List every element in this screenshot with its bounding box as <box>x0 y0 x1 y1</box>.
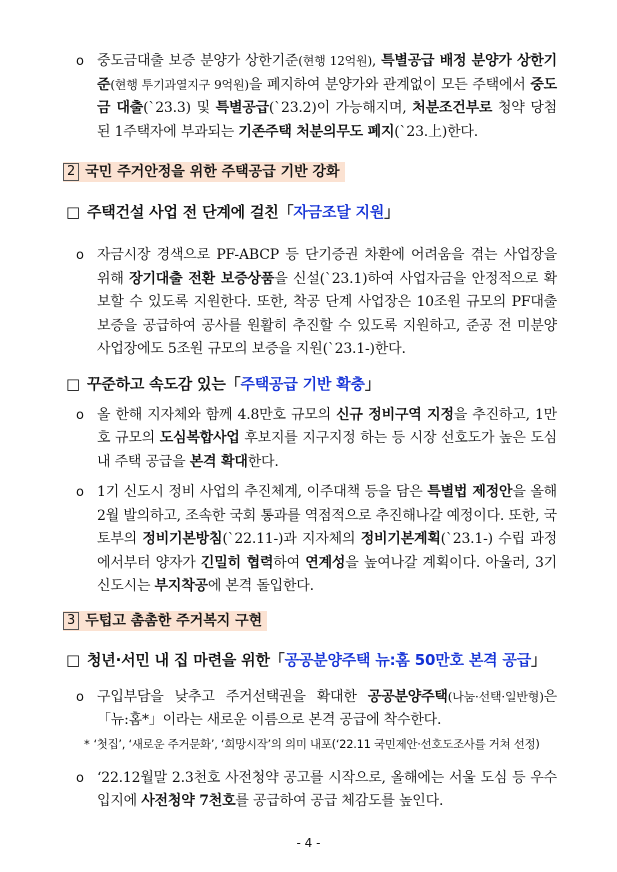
text-segment: 장기대출 전환 보증상품 <box>129 270 275 287</box>
bracket-close: 」 <box>364 374 380 393</box>
text-segment: 특별법 제정안 <box>427 484 513 500</box>
bullet-text <box>97 481 557 599</box>
bullet-text <box>97 686 557 733</box>
text-segment: (`23.1-) 수립 과정에서부터 양자가 <box>97 531 558 571</box>
bracket-open: 「 <box>269 650 285 669</box>
text-segment: 을 높여나갈 계획이다. 아울러, 3기 신도시는 <box>97 554 557 594</box>
section-title: 국민 주거안정을 위한 주택공급 기반 강화 <box>85 164 340 180</box>
text-segment: 한다. <box>247 453 279 470</box>
text-segment: (현행 투기과열지구 9억원) <box>110 77 249 92</box>
text-segment: ‘22.12월말 2.3천호 사전청약 공고를 시작으로, 올해에는 서울 도심 등 우수입지에 <box>97 769 557 809</box>
text-segment: (`23.上)한다. <box>394 123 478 140</box>
subsection-heading-emphasis: 자금조달 지원 <box>293 203 385 221</box>
text-segment: 정비기본방침 <box>142 531 223 547</box>
bullet-marker: o <box>76 54 84 69</box>
bullet-marker: o <box>76 248 84 263</box>
bullet-item <box>63 767 557 814</box>
text-segment: 구입부담을 낮추고 주거선택권을 확대한 <box>97 688 368 705</box>
bracket-close: 」 <box>531 650 546 669</box>
bullet-marker: o <box>76 689 84 705</box>
subsection-heading <box>63 372 557 396</box>
text-segment: 특별공급 배정 분양가 상한기준 <box>97 53 557 93</box>
text-segment: 에 본격 돌입한다. <box>207 578 314 594</box>
bullet-marker: o <box>76 770 84 786</box>
text-segment: (`23.3) 및 <box>143 100 216 116</box>
page-number: - 4 - <box>296 836 321 850</box>
subsection-heading-text: 꾸준하고 속도감 있는 <box>86 374 226 393</box>
text-segment: (나눔·선택·일반형) <box>447 689 544 704</box>
subsection-heading <box>63 200 557 224</box>
bullet-text <box>97 767 557 814</box>
text-segment: (현행 12억원) <box>298 54 372 68</box>
text-segment: 을 올해 2월 발의하고, 조속한 국회 통과를 역점적으로 추진해나갈 예정이다. 또한, 국토부의 <box>97 484 557 547</box>
text-segment: 정비기본계획 <box>360 531 441 547</box>
box-marker: □ <box>66 203 80 221</box>
subsection-heading <box>63 648 557 672</box>
text-segment: 올 한해 지자체와 함께 4.8만호 규모의 <box>97 406 337 423</box>
section-header-2 <box>63 160 557 184</box>
box-marker: □ <box>66 374 80 393</box>
bullet-item <box>63 686 557 733</box>
text-segment: 은 「뉴:홈*」이라는 새로운 이름으로 본격 공급에 착수한다. <box>97 688 557 728</box>
section-highlight <box>63 611 267 631</box>
text-segment: 긴밀히 협력 <box>200 554 274 571</box>
footnote <box>63 733 557 755</box>
text-segment: 공공분양주택 <box>367 688 448 705</box>
subsection-heading-text: 주택건설 사업 전 단계에 걸친 <box>86 203 279 221</box>
bullet-text <box>97 404 557 475</box>
text-segment: 자금시장 경색으로 PF-ABCP 등 단기증권 차환에 어려움을 겪는 사업장을 위해 <box>97 247 557 287</box>
bracket-open: 「 <box>278 203 294 221</box>
bullet-text <box>97 244 557 362</box>
text-segment: 신규 정비구역 지정 <box>336 406 454 423</box>
text-segment: 사전청약 7천호 <box>141 793 236 809</box>
bullet-item <box>63 481 557 599</box>
text-segment: 중도금 대출 <box>97 76 557 116</box>
page-content <box>63 50 557 814</box>
footnote-text: ‘첫집’, ‘새로운 주거문화’, ‘희망시작’의 의미 내포(‘22.11 국민제안·선호도조사를 거쳐 선정) <box>93 736 540 751</box>
text-segment: 부지착공 <box>154 578 208 594</box>
bullet-marker: o <box>76 485 84 500</box>
bullet-item <box>63 404 557 475</box>
section-number: 2 <box>63 163 79 181</box>
bullet-text <box>97 50 557 144</box>
text-segment: 후보지를 지구지정 하는 등 시장 선호도가 높은 도심 내 주택 공급을 <box>97 430 557 470</box>
text-segment: (`23.2)이 가능해지며, <box>268 100 413 116</box>
text-segment: 1기 신도시 정비 사업의 추진체계, 이주대책 등을 담은 <box>97 484 428 500</box>
text-segment: 처분조건부로 <box>412 100 493 116</box>
text-segment: 을 추진하고, 1만호 규모의 <box>97 406 558 446</box>
section-highlight <box>63 162 345 182</box>
text-segment: 을 폐지하여 분양가와 관계없이 모든 주택에서 <box>248 76 531 93</box>
text-segment: 하여 <box>273 554 306 571</box>
bracket-open: 「 <box>225 374 241 393</box>
bullet-item <box>63 244 557 362</box>
text-segment: 청약 당첨된 1주택자에 부과되는 <box>97 100 557 140</box>
section-header-3 <box>63 609 557 633</box>
box-marker: □ <box>66 650 80 669</box>
bracket-close: 」 <box>384 203 399 221</box>
text-segment: 도심복합사업 <box>159 430 240 446</box>
text-segment: 연계성 <box>305 554 346 571</box>
text-segment: 본격 확대 <box>189 453 248 470</box>
text-segment: 기존주택 처분의무도 폐지 <box>238 123 395 140</box>
section-number: 3 <box>63 612 79 630</box>
bullet-item <box>63 50 557 144</box>
subsection-heading-text: 청년·서민 내 집 마련을 위한 <box>86 650 270 669</box>
bullet-marker: o <box>76 407 84 423</box>
text-segment: , <box>371 53 382 69</box>
footnote-marker: * <box>84 736 90 751</box>
text-segment: 특별공급 <box>215 100 269 116</box>
subsection-heading-emphasis: 주택공급 기반 확충 <box>240 374 365 393</box>
text-segment: 를 공급하여 공급 체감도를 높인다. <box>235 793 444 809</box>
text-segment: 중도금대출 보증 분양가 상한기준 <box>97 53 299 69</box>
text-segment: 을 신설(`23.1)하여 사업자금을 안정적으로 확보할 수 있도록 지원한다. 또한, 착공 단계 사업장은 10조원 규모의 PF대출 보증을 공급하여 공사를 원활히 추진할 수 있도록 지원하고, 준공 전 미분양 사업장에도 5조원 규모의 보증을 지원(`23.1-)한다. <box>97 270 558 357</box>
text-segment: (`22.11-)과 지자체의 <box>222 531 361 547</box>
subsection-heading-emphasis: 공공분양주택 뉴:홈 50만호 본격 공급 <box>284 650 532 669</box>
section-title: 두텁고 촘촘한 주거복지 구현 <box>85 612 263 629</box>
